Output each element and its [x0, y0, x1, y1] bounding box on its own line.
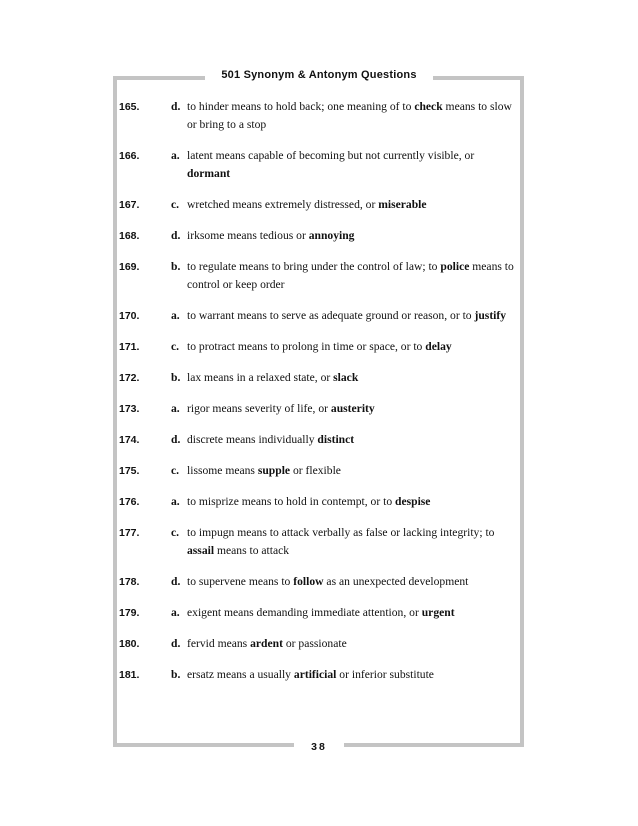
answer-entry	[119, 462, 519, 480]
explanation-text: to protract means to prolong in time or space, or to delay	[187, 340, 452, 353]
answer-letter: a.	[171, 149, 180, 162]
answer-key-list	[119, 98, 519, 684]
explanation-text: ersatz means a usually artificial or inferior substitute	[187, 668, 434, 681]
answer-entry	[119, 307, 519, 325]
answer-entry	[119, 400, 519, 418]
question-number: 172.	[119, 372, 140, 384]
explanation-text: to warrant means to serve as adequate ground or reason, or to justify	[187, 309, 507, 322]
answer-word: austerity	[330, 402, 375, 415]
answer-entry	[119, 338, 519, 356]
explanation-text: to supervene means to follow as an unexpected development	[187, 575, 469, 588]
answer-letter: d.	[171, 229, 181, 242]
answer-entry	[119, 635, 519, 653]
question-number: 180.	[119, 638, 140, 650]
answer-entry	[119, 493, 519, 511]
explanation-text: lissome means supple or flexible	[187, 464, 341, 477]
answer-letter: c.	[171, 340, 180, 353]
answer-letter: c.	[171, 526, 180, 539]
answer-word: supple	[257, 464, 291, 477]
answer-word: follow	[293, 575, 324, 588]
question-number: 174.	[119, 434, 140, 446]
answer-word: ardent	[250, 637, 283, 650]
answer-word: slack	[333, 371, 359, 384]
answer-letter: a.	[171, 309, 180, 322]
answer-word: delay	[425, 340, 452, 353]
answer-entry	[119, 666, 519, 684]
answer-word: artificial	[293, 668, 337, 681]
explanation-text: exigent means demanding immediate attention, or urgent	[187, 606, 455, 619]
question-number: 175.	[119, 465, 140, 477]
explanation-text: irksome means tedious or annoying	[187, 229, 355, 242]
explanation-text: latent means capable of becoming but not currently visible, or dormant	[187, 149, 475, 180]
answer-entry	[119, 524, 519, 560]
explanation-text: fervid means ardent or passionate	[187, 637, 347, 650]
page-number: 38	[294, 738, 344, 756]
question-number: 181.	[119, 669, 140, 681]
answer-word: despise	[395, 495, 431, 508]
question-number: 167.	[119, 199, 140, 211]
answer-letter: b.	[171, 371, 181, 384]
answer-word: assail	[187, 544, 215, 557]
explanation-text: wretched means extremely distressed, or miserable	[187, 198, 427, 211]
answer-entry	[119, 258, 519, 294]
answer-letter: d.	[171, 637, 181, 650]
answer-letter: b.	[171, 260, 181, 273]
explanation-text: to misprize means to hold in contempt, or to despise	[187, 495, 431, 508]
question-number: 166.	[119, 150, 140, 162]
answer-letter: d.	[171, 100, 181, 113]
answer-letter: d.	[171, 433, 181, 446]
running-header-title: 501 Synonym & Antonym Questions	[205, 65, 433, 85]
question-number: 169.	[119, 261, 140, 273]
answer-entry	[119, 227, 519, 245]
answer-entry	[119, 369, 519, 387]
answer-word: check	[414, 100, 443, 113]
question-number: 178.	[119, 576, 140, 588]
answer-entry	[119, 196, 519, 214]
question-number: 171.	[119, 341, 140, 353]
answer-entry	[119, 431, 519, 449]
explanation-text: discrete means individually distinct	[187, 433, 355, 446]
explanation-text: lax means in a relaxed state, or slack	[187, 371, 359, 384]
answer-entry	[119, 573, 519, 591]
answer-word: distinct	[317, 433, 355, 446]
answer-letter: d.	[171, 575, 181, 588]
answer-word: justify	[474, 309, 507, 322]
answer-word: annoying	[308, 229, 355, 242]
question-number: 170.	[119, 310, 140, 322]
answer-letter: a.	[171, 495, 180, 508]
answer-entry	[119, 98, 519, 134]
explanation-text: rigor means severity of life, or austerity	[187, 402, 375, 415]
answer-letter: b.	[171, 668, 181, 681]
answer-letter: c.	[171, 198, 180, 211]
answer-word: dormant	[187, 167, 231, 180]
question-number: 173.	[119, 403, 140, 415]
question-number: 165.	[119, 101, 140, 113]
answer-letter: a.	[171, 606, 180, 619]
question-number: 176.	[119, 496, 140, 508]
explanation-text: to hinder means to hold back; one meaning of to check means to slow or bring to a stop	[187, 100, 512, 131]
answer-letter: a.	[171, 402, 180, 415]
answer-word: urgent	[421, 606, 455, 619]
explanation-text: to regulate means to bring under the control of law; to police means to control or keep order	[187, 260, 514, 291]
question-number: 168.	[119, 230, 140, 242]
answer-entry	[119, 604, 519, 622]
answer-word: police	[440, 260, 470, 273]
answer-letter: c.	[171, 464, 180, 477]
answer-entry	[119, 147, 519, 183]
question-number: 179.	[119, 607, 140, 619]
explanation-text: to impugn means to attack verbally as false or lacking integrity; to assail means to attack	[187, 526, 495, 557]
answer-word: miserable	[378, 198, 427, 211]
question-number: 177.	[119, 527, 140, 539]
